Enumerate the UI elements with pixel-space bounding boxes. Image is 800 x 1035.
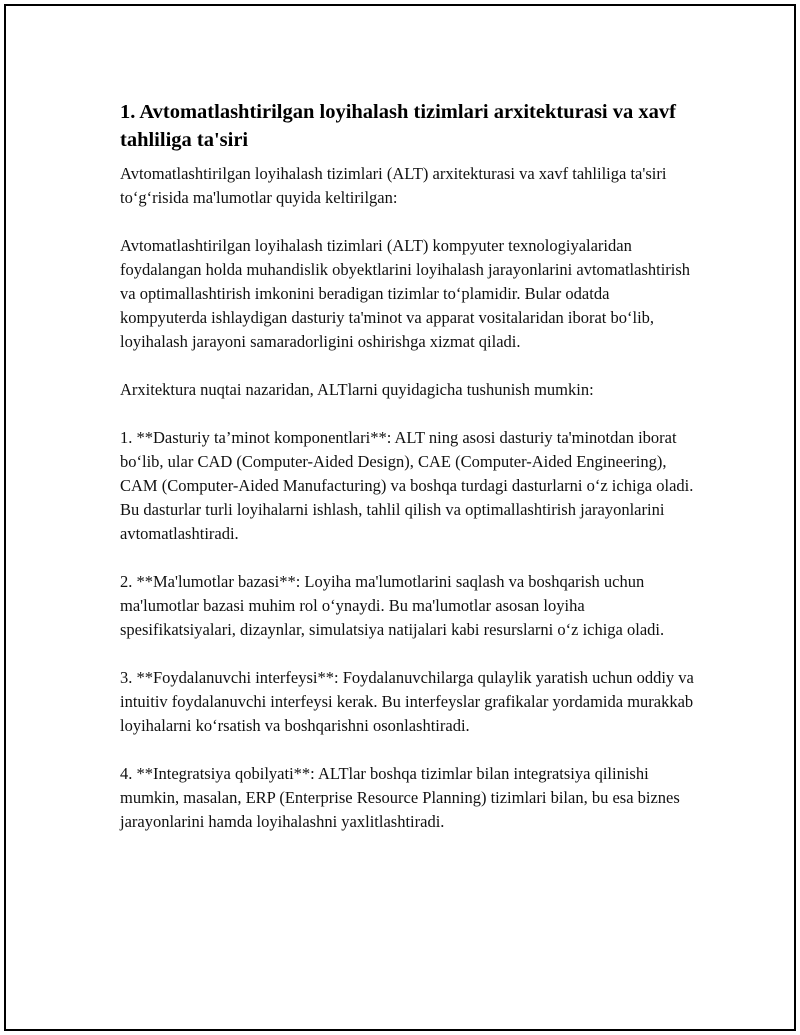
document-body xyxy=(120,98,694,858)
intro-paragraph: Avtomatlashtirilgan loyihalash tizimlari (ALT) arxitekturasi va xavf tahliliga ta'siri to‘g‘risida ma'lumotlar quyida keltirilgan: xyxy=(120,164,667,207)
list-item-software: 1. **Dasturiy ta’minot komponentlari**: ALT ning asosi dasturiy ta'minotdan iborat bo‘lib, ular CAD (Computer-Aided Design), CAE (Computer-Aided Engineering), CAM (Computer-Aided Manufacturing) va boshqa turdagi dasturlarni o‘z ichiga oladi. Bu dasturlar turli loyihalarni ishlash, tahlil qilish va optimallashtirish jarayonlarini avtomatlashtiradi. xyxy=(120,428,694,543)
definition-paragraph: Avtomatlashtirilgan loyihalash tizimlari (ALT) kompyuter texnologiyalaridan foydalangan holda muhandislik obyektlarini loyihalash jarayonlarini avtomatlashtirish va optimallashtirish imkonini beradigan tizimlar to‘plamidir. Bular odatda kompyuterda ishlaydigan dasturiy ta'minot va apparat vositalaridan iborat bo‘lib, loyihalash jarayoni samaradorligini oshirishga xizmat qiladi. xyxy=(120,236,691,351)
document-title: 1. Avtomatlashtirilgan loyihalash tizimlari arxitekturasi va xavf tahliliga ta'siri xyxy=(120,101,676,151)
document-page xyxy=(4,4,796,1031)
list-item-database: 2. **Ma'lumotlar bazasi**: Loyiha ma'lumotlarini saqlash va boshqarish uchun ma'lumotlar bazasi muhim rol o‘ynaydi. Bu ma'lumotlar asosan loyiha spesifikatsiyalari, dizaynlar, simulatsiya natijalari kabi resurslarni o‘z ichiga oladi. xyxy=(120,572,665,639)
architecture-lead-paragraph: Arxitektura nuqtai nazaridan, ALTlarni quyidagicha tushunish mumkin: xyxy=(120,380,594,399)
list-item-interface: 3. **Foydalanuvchi interfeysi**: Foydalanuvchilarga qulaylik yaratish uchun oddiy va intuitiv foydalanuvchi interfeysi kerak. Bu interfeyslar grafikalar yordamida murakkab loyihalarni ko‘rsatish va boshqarishni osonlashtiradi. xyxy=(120,668,694,735)
list-item-integration: 4. **Integratsiya qobilyati**: ALTlar boshqa tizimlar bilan integratsiya qilinishi mumkin, masalan, ERP (Enterprise Resource Planning) tizimlari bilan, bu esa biznes jarayonlarini hamda loyihalashni yaxlitlashtiradi. xyxy=(120,764,680,831)
